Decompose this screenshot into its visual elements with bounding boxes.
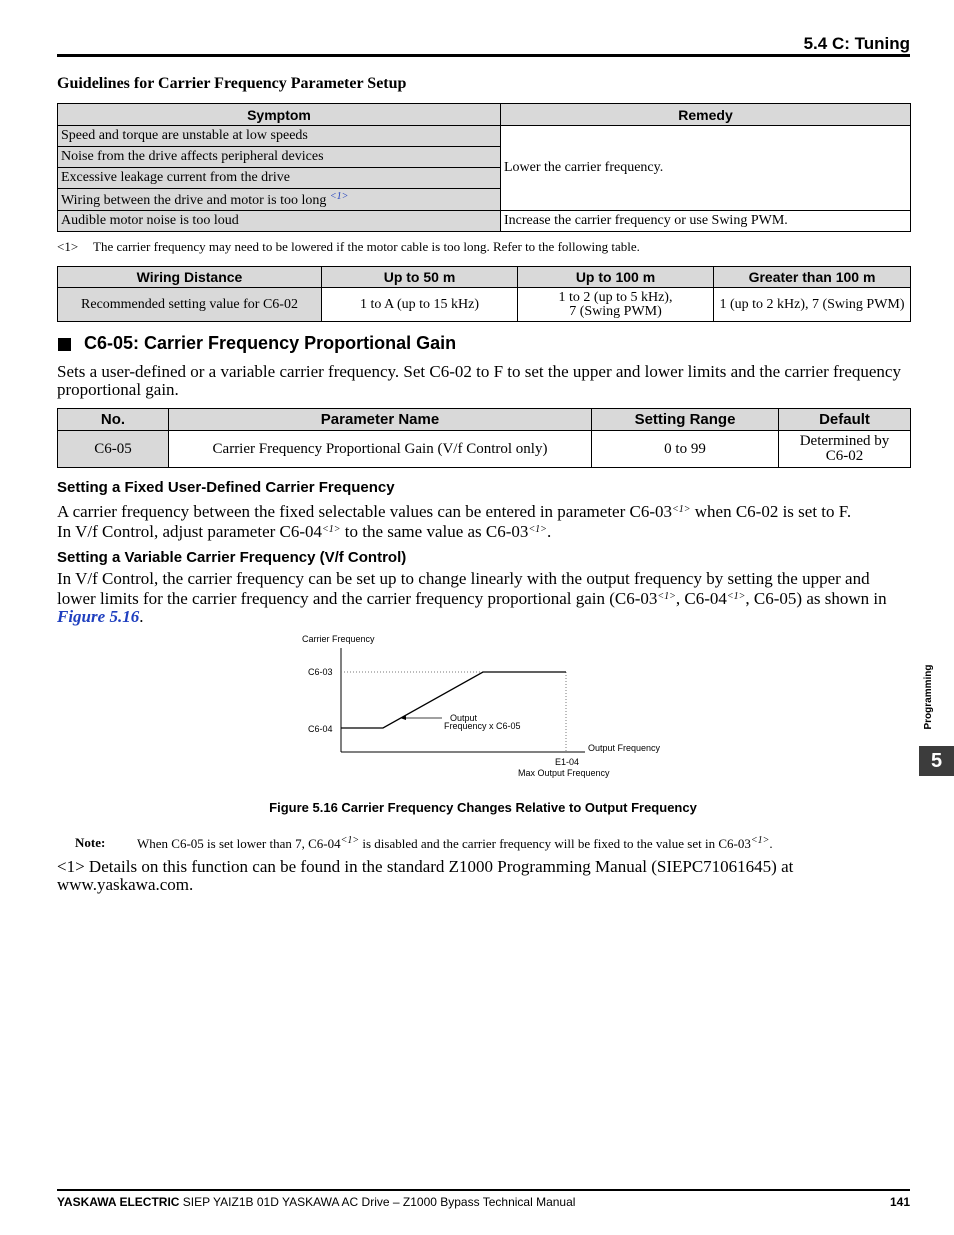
- fixed-heading: Setting a Fixed User-Defined Carrier Frequency: [57, 479, 395, 496]
- figure-link[interactable]: 5.16: [109, 607, 140, 626]
- remedy-lower-cell: Lower the carrier frequency.: [501, 126, 911, 211]
- note-label: Note:: [75, 835, 106, 850]
- col-remedy: Remedy: [501, 104, 911, 126]
- footnote-text: The carrier frequency may need to be lowered if the motor cable is too long. Refer to the following table.: [93, 239, 640, 254]
- section-title: 5.4 C: Tuning: [803, 34, 910, 53]
- symptom-cell: Wiring between the drive and motor is too long $^{<1>}$: [58, 189, 501, 211]
- param-range: 0 to 99: [592, 431, 779, 468]
- carrier-frequency-diagram: [300, 630, 670, 780]
- page-number: 141: [889, 1195, 910, 1209]
- annotation-line1: Output: [450, 713, 478, 723]
- note-text: When C6-05 is set lower than 7, C6-04$^{<1>}$ is disabled and the carrier frequency will be fixed to the value set in C6-03$^{<1>}$.: [137, 835, 773, 851]
- figure-caption: Figure 5.16 Carrier Frequency Changes Relative to Output Frequency: [269, 800, 697, 815]
- header-rule: [57, 54, 910, 57]
- y-axis-label: Carrier Frequency: [302, 634, 375, 644]
- c603-label: C6-03: [308, 667, 333, 677]
- footer-rule: [57, 1189, 910, 1191]
- param-name: Carrier Frequency Proportional Gain (V/f Control only): [169, 431, 592, 468]
- c605-heading: C6-05: Carrier Frequency Proportional Gain: [84, 333, 457, 353]
- symptom-cell: Noise from the drive affects peripheral devices: [58, 147, 501, 168]
- col-no: No.: [58, 409, 169, 431]
- symptom-cell: Audible motor noise is too loud: [58, 211, 501, 232]
- c605-intro: Sets a user-defined or a variable carrier frequency. Set C6-02 to F to set the upper and lower limits and the carrier frequency proportional gain.: [57, 362, 901, 399]
- figure-link[interactable]: Figure: [57, 607, 106, 626]
- footnote-mark: <1>: [57, 239, 79, 254]
- col-setting-range: Setting Range: [592, 409, 779, 431]
- chapter-side-label: Programming: [923, 664, 934, 730]
- x-axis-label: Output Frequency: [588, 743, 661, 753]
- param-no: C6-05: [58, 431, 169, 468]
- variable-heading: Setting a Variable Carrier Frequency (V/f Control): [57, 549, 407, 566]
- wiring-table: [57, 266, 911, 322]
- footer-text: YASKAWA ELECTRIC SIEP YAIZ1B 01D YASKAWA AC Drive – Z1000 Bypass Technical Manual: [57, 1195, 576, 1209]
- e104-label: E1-04: [555, 757, 580, 767]
- wiring-value-greater: 1 (up to 2 kHz), 7 (Swing PWM): [714, 288, 911, 322]
- wiring-row-label: Recommended setting value for C6-02: [58, 288, 322, 322]
- wiring-value-50: 1 to A (up to 15 kHz): [322, 288, 518, 322]
- param-default: Determined by C6-02: [779, 431, 911, 468]
- max-freq-label: Max Output Frequency: [518, 768, 610, 778]
- col-up-to-100: Up to 100 m: [518, 267, 714, 288]
- chapter-tab[interactable]: 5: [919, 746, 954, 776]
- variable-paragraph: In V/f Control, the carrier frequency can be set up to change linearly with the output frequency by setting the upper and lower limits for the carrier frequency and the carrier frequency proportional gain (C6-03$^{<1>}$, C6-04$^{<1>}$, C6-05) as shown in Figure 5.16.: [57, 569, 887, 626]
- col-wiring-distance: Wiring Distance: [58, 267, 322, 288]
- col-parameter-name: Parameter Name: [169, 409, 592, 431]
- section-bullet-icon: [58, 338, 71, 351]
- col-default: Default: [779, 409, 911, 431]
- annotation-line2: Frequency x C6-05: [444, 721, 521, 731]
- c604-label: C6-04: [308, 724, 333, 734]
- symptom-cell: Speed and torque are unstable at low speeds: [58, 126, 501, 147]
- col-up-to-50: Up to 50 m: [322, 267, 518, 288]
- footnote-ref-link[interactable]: <1>: [329, 190, 349, 202]
- parameter-table: [57, 408, 911, 468]
- symptom-cell: Excessive leakage current from the drive: [58, 168, 501, 189]
- remedy-increase-cell: Increase the carrier frequency or use Swing PWM.: [501, 211, 911, 232]
- guidelines-table: [57, 103, 911, 232]
- guidelines-heading: Guidelines for Carrier Frequency Parameter Setup: [57, 75, 407, 92]
- col-symptom: Symptom: [58, 104, 501, 126]
- fixed-paragraph: A carrier frequency between the fixed selectable values can be entered in parameter C6-03$^{<1>}$ when C6-02 is set to F. In V/f Control, adjust parameter C6-04$^{<1>}$ to the same value as C6-03$^{<1>}$.: [57, 502, 852, 541]
- col-greater-100: Greater than 100 m: [714, 267, 911, 288]
- details-paragraph: <1> Details on this function can be found in the standard Z1000 Programming Manual (SIEPC71061645) at www.yaskawa.com.: [57, 857, 794, 894]
- wiring-value-100: 1 to 2 (up to 5 kHz), 7 (Swing PWM): [518, 288, 714, 322]
